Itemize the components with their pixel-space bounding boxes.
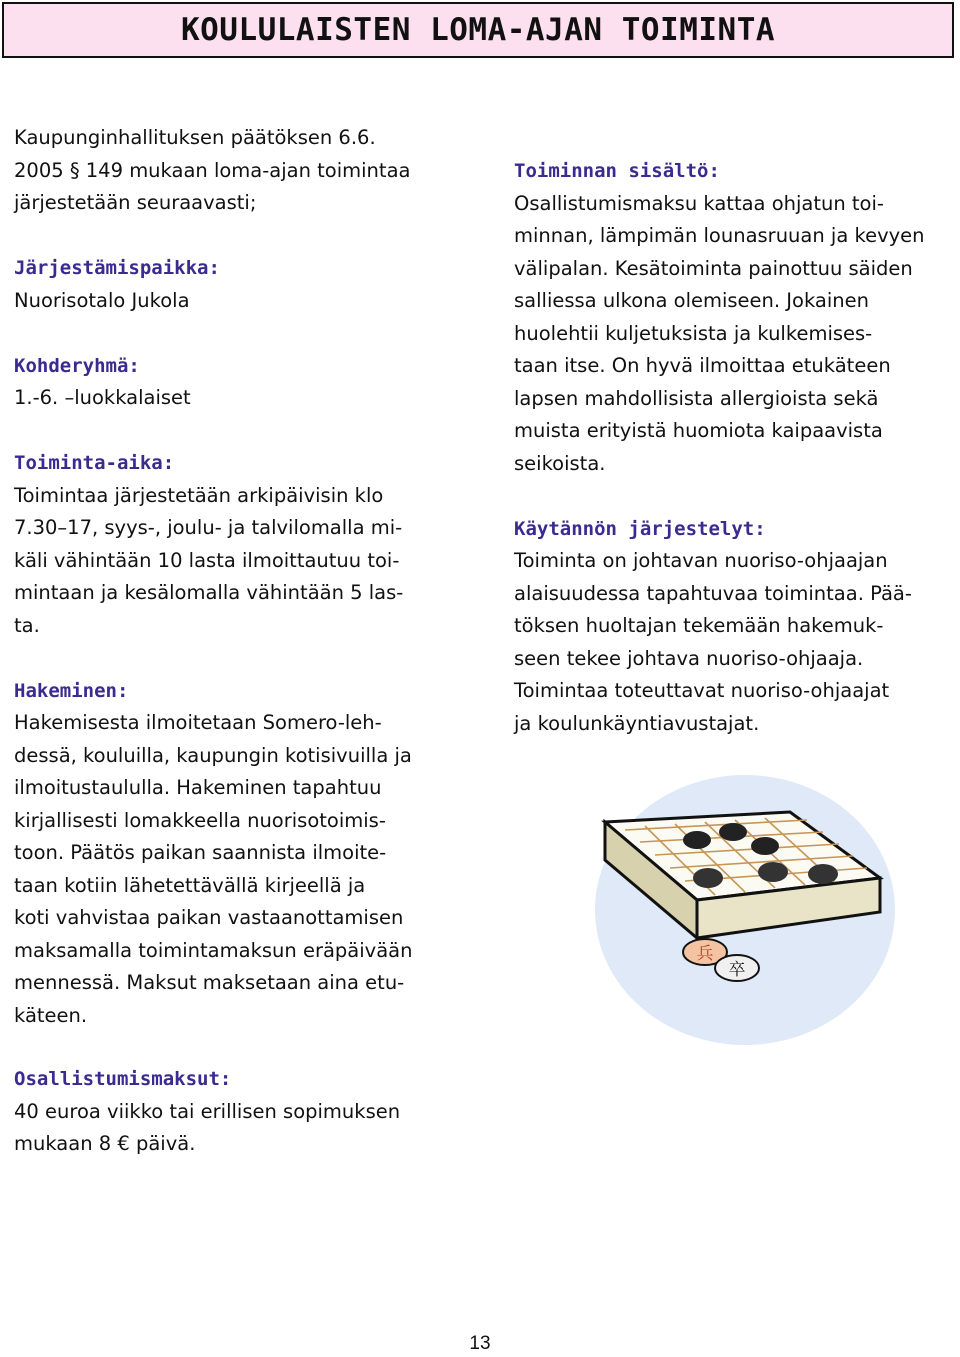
text-line: järjestetään seuraavasti;	[14, 191, 257, 214]
text-line: minnan, lämpimän lounasruuan ja kevyen	[514, 224, 925, 247]
section-schedule	[14, 447, 454, 642]
text-line: alaisuudessa tapahtuvaa toimintaa. Pää-	[514, 581, 912, 605]
text-line: Kaupunginhallituksen päätöksen 6.6.	[14, 126, 376, 149]
section-content	[514, 155, 944, 480]
text-line: taan itse. On hyvä ilmoittaa etukäteen	[514, 354, 891, 377]
section-location	[14, 252, 454, 317]
text-line: töksen huoltajan tekemään hakemuk-	[514, 614, 884, 637]
intro-paragraph	[14, 122, 454, 220]
right-column	[514, 155, 944, 740]
text-line: kirjallisesti lomakkeella nuorisotoimis-	[14, 808, 386, 832]
text-line: Nuorisotalo Jukola	[14, 288, 190, 312]
text-line: lapsen mahdollisista allergioista sekä	[514, 386, 879, 410]
chess-piece-icon	[683, 831, 711, 849]
text-line: ta.	[14, 613, 40, 637]
section-heading: Toiminnan sisältö:	[514, 160, 720, 182]
text-line: dessä, kouluilla, kaupungin kotisivuilla ja	[14, 743, 412, 767]
chess-piece-icon	[808, 864, 838, 884]
piece-glyph: 兵	[696, 944, 714, 964]
text-line: mintaan ja kesälomalla vähintään 5 las-	[14, 581, 404, 604]
section-target-group	[14, 350, 454, 415]
text-line: välipalan. Kesätoiminta painottuu säiden	[514, 256, 913, 280]
section-heading: Osallistumismaksut:	[14, 1068, 232, 1090]
text-line: 2005 § 149 mukaan loma-ajan toimintaa	[14, 158, 411, 182]
text-line: 7.30–17, syys-, joulu- ja talvilomalla mi-	[14, 516, 403, 539]
piece-glyph: 卒	[728, 960, 746, 980]
section-heading: Kohderyhmä:	[14, 354, 140, 377]
text-line: 1.-6. –luokkalaiset	[14, 386, 191, 409]
text-line: Toimintaa toteuttavat nuoriso-ohjaajat	[514, 679, 890, 702]
chess-piece-icon	[693, 868, 723, 888]
section-arrangements	[514, 513, 944, 741]
text-line: käli vähintään 10 lasta ilmoittautuu toi-	[14, 548, 400, 572]
text-line: salliessa ulkona olemiseen. Jokainen	[514, 289, 870, 312]
chess-piece-icon	[751, 837, 779, 855]
chess-piece-icon	[719, 823, 747, 841]
chess-piece-icon	[758, 862, 788, 882]
text-line: mukaan 8 € päivä.	[14, 1132, 196, 1155]
text-line: Hakemisesta ilmoitetaan Somero-leh-	[14, 711, 382, 734]
text-line: seikoista.	[514, 451, 606, 475]
title-banner	[2, 2, 954, 58]
section-fees	[14, 1063, 400, 1161]
left-column	[14, 122, 454, 1032]
text-line: taan kotiin lähetettävällä kirjeellä ja	[14, 873, 366, 897]
text-line: Osallistumismaksu kattaa ohjatun toi-	[514, 191, 884, 215]
text-line: ilmoitustaululla. Hakeminen tapahtuu	[14, 776, 382, 799]
text-line: maksamalla toimintamaksun eräpäivään	[14, 938, 413, 962]
section-heading: Järjestämispaikka:	[14, 257, 220, 279]
text-line: mennessä. Maksut maksetaan aina etu-	[14, 971, 405, 994]
text-line: käteen.	[14, 1003, 88, 1027]
text-line: huolehtii kuljetuksista ja kulkemises-	[514, 321, 873, 345]
text-line: ja koulunkäyntiavustajat.	[514, 711, 760, 735]
page-number: 13	[469, 1333, 491, 1354]
page-title: KOULULAISTEN LOMA-AJAN TOIMINTA	[180, 12, 776, 48]
section-heading: Hakeminen:	[14, 679, 129, 702]
text-line: 40 euroa viikko tai erillisen sopimuksen	[14, 1099, 401, 1123]
text-line: muista erityistä huomiota kaipaavista	[514, 419, 883, 442]
section-heading: Toiminta-aika:	[14, 452, 175, 474]
section-heading: Käytännön järjestelyt:	[514, 517, 766, 540]
text-line: toon. Päätös paikan saannista ilmoite-	[14, 841, 387, 864]
section-application	[14, 675, 454, 1033]
text-line: koti vahvistaa paikan vastaanottamisen	[14, 906, 404, 929]
text-line: seen tekee johtava nuoriso-ohjaaja.	[514, 646, 864, 670]
text-line: Toimintaa järjestetään arkipäivisin klo	[14, 483, 384, 507]
text-line: Toiminta on johtavan nuoriso-ohjaajan	[514, 549, 888, 572]
chinese-chess-board-icon	[585, 760, 905, 1050]
